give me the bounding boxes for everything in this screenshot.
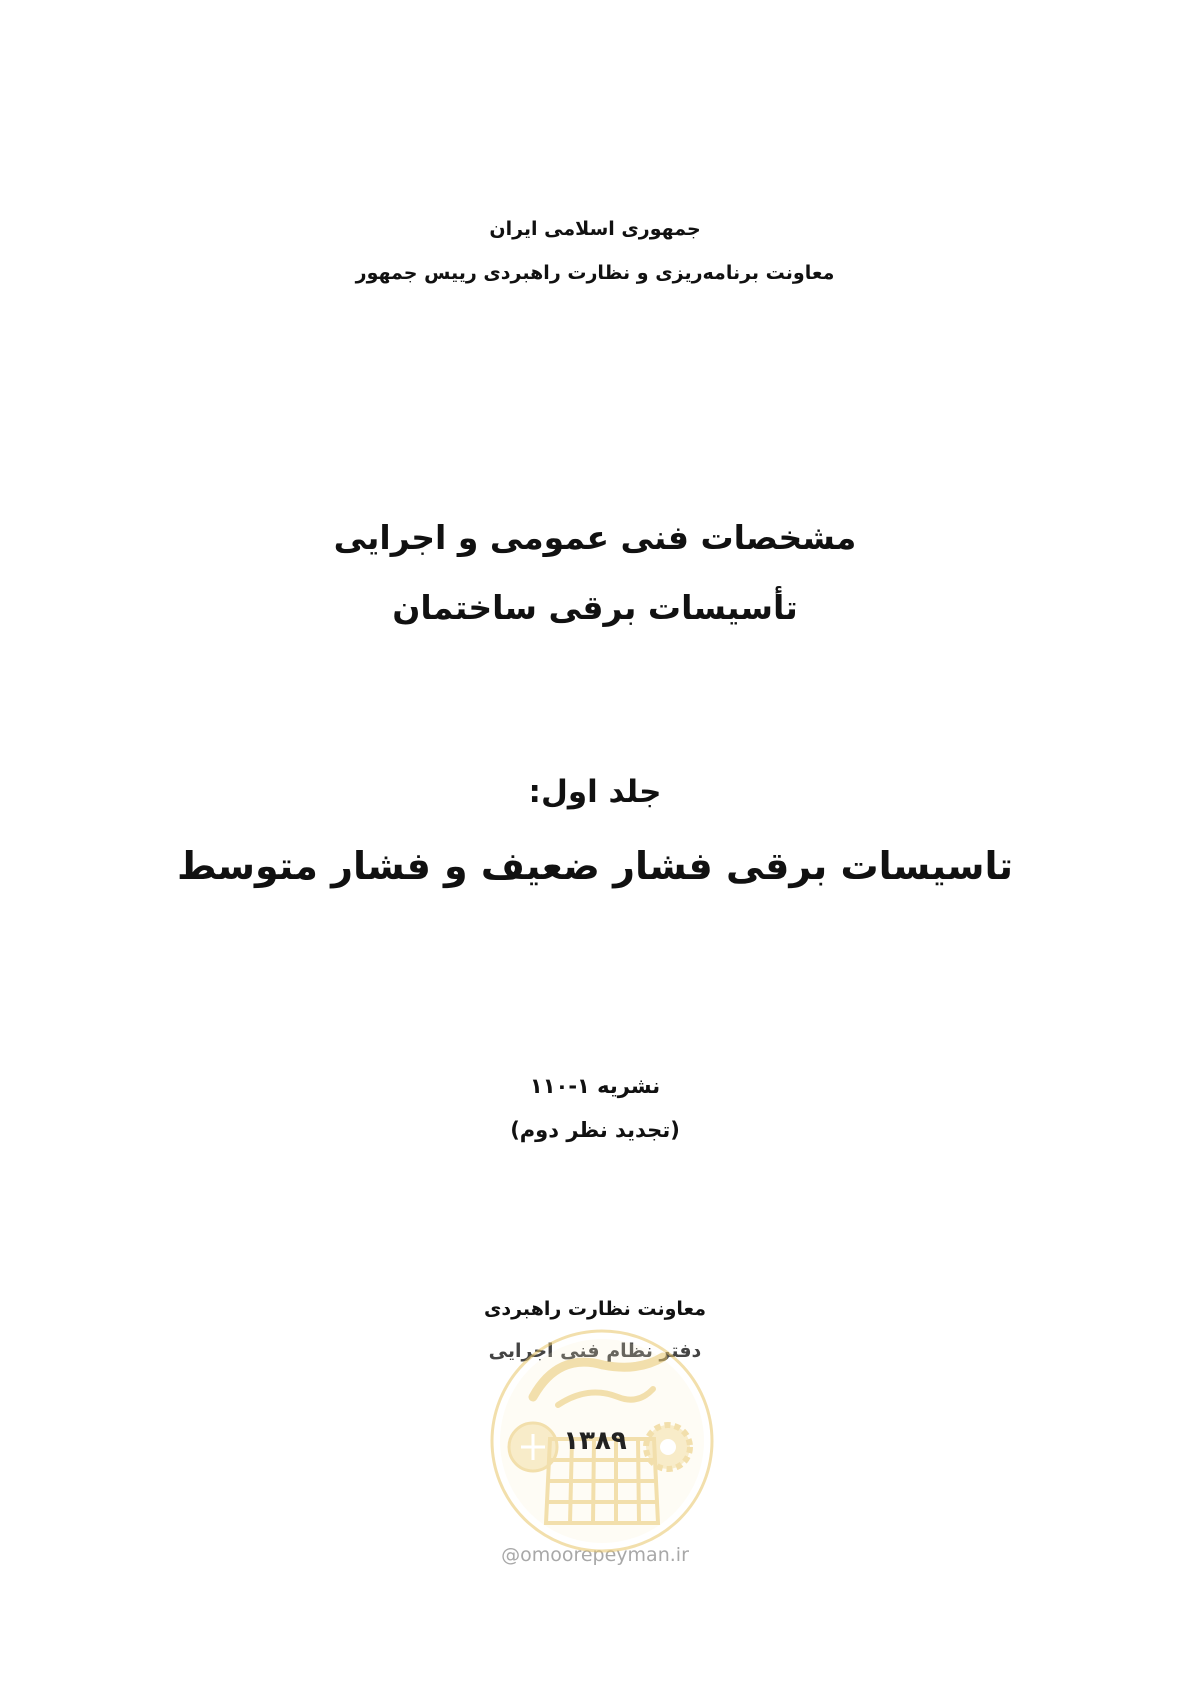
country-name: جمهوری اسلامی ایران [489,218,701,240]
organization-name: معاونت برنامه‌ریزی و نظارت راهبردی رییس جمهور [355,262,835,284]
document-title-line-1: مشخصات فنی عمومی و اجرایی [333,518,857,557]
revision-note: (تجدید نظر دوم) [510,1118,680,1142]
publication-year: ۱۳۸۹ [563,1426,627,1456]
volume-label: جلد اول: [528,774,662,810]
publication-number: نشریه ۱-۱۱۰ [529,1074,661,1098]
deputy-name: معاونت نظارت راهبردی [483,1298,707,1320]
watermark-site-text: @omoorepeyman.ir [501,1544,689,1566]
volume-subtitle: تاسیسات برقی فشار ضعیف و فشار متوسط [176,844,1014,888]
document-title-line-2: تأسیسات برقی ساختمان [392,588,798,627]
office-name: دفتر نظام فنی اجرایی [488,1340,702,1362]
